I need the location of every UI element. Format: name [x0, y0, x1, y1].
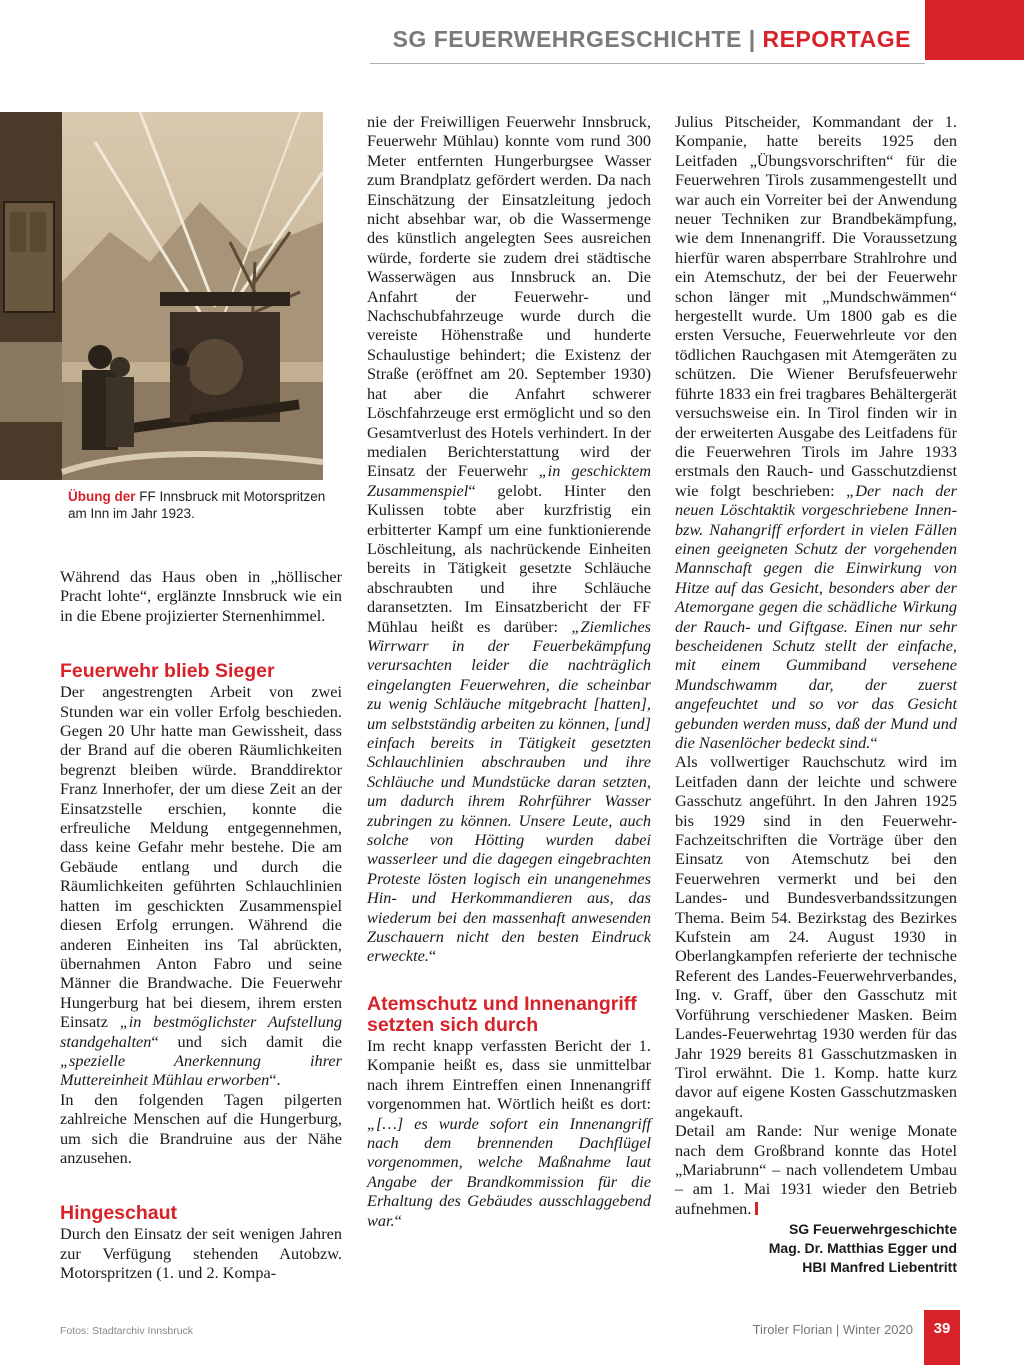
text-run: “: [394, 1210, 402, 1230]
paragraph: In den folgenden Tagen pilgerten zahlreiche Menschen auf die Hungerburg, um sich die Brandruine aus der Nähe anzusehen.: [60, 1089, 342, 1167]
text-run: “ und sich damit die: [151, 1031, 342, 1051]
page-number: 39: [933, 1320, 951, 1337]
section-category: REPORTAGE: [762, 26, 911, 52]
text-run: “.: [269, 1070, 281, 1090]
quote: „spezielle Anerkennung ihrer Muttereinheit Mühlau erworben: [60, 1050, 342, 1090]
section-name: SG FEUERWEHRGESCHICHTE: [392, 26, 742, 52]
magazine-issue: Tiroler Florian | Winter 2020: [752, 1322, 913, 1337]
text-run: “: [870, 733, 878, 752]
quote: „Ziemliches Wirrwarr in der Feuerbekämpfung verursachten leider die nachträglich eingelangten Feuerwehren, die scheinbar zu wenig Schläuche mitgebracht [hatten], um selbstständig arbeiten zu können, [und] einfach bereits in Tätigkeit gesetzten Schlauchlinien abschrauben und ihre Schläuche und Mundstücke daran setzten, um dadurch ihrem Rohrführer Wasser zubringen zu können. Unsere Leute, auch solche von Hötting wurden dabei wasserleer und die dagegen eingebrachten Proteste lösten logisch ein unangenehmes Hin- und Herkommandieren aus, das wiederum bei den massenhaft anwesenden Zuschauern nicht den besten Eindruck erweckte.: [367, 616, 651, 966]
text-run: “ gelobt. Hinter den Kulissen tobte aber kurzfristig ein erbitterter Kampf um eine funktionierende Löschleitung, als nachrückende Einheiten bereits in Tätigkeit gesetzte Schläuche abschraubten und ihre Schläuche daransetzten. Im Einsatzbericht der FF Mühlau heißt es darüber:: [367, 480, 651, 636]
paragraph: [367, 112, 651, 966]
article-column-2: [367, 112, 651, 1230]
paragraph: Als vollwertiger Rauchschutz wird im Leitfaden dann der leichte und schwere Gasschutz angeführt. In den Jahren 1925 bis 1929 sind in den Feuerwehr-Fachzeitschriften die Vorträge über den Einsatz von Atemschutz bei den Feuerwehren vermerkt und bei den Landes- und Bundesverbandssitzungen Thema. Beim 54. Bezirkstag des Bezirkes Kufstein am 24. August 1930 in Oberlangkampfen referierte der technische Referent des Landes-Feuerwehrverbandes, Ing. v. Graff, über den Gasschutz mit Vorführung verschiedener Masken. Beim Landes-Feuerwehrtag 1930 werden für das Jahr 1929 bereits 81 Gasschutzmasken in Tirol erwähnt. Die 1. Komp. hatte kurz davor auf eigene Kosten Gasschutzmasken angekauft.: [675, 752, 957, 1121]
caption-text: FF Innsbruck mit Motorspritzen am Inn im Jahr 1923.: [68, 489, 326, 521]
text-run: Im recht knapp verfassten Bericht der 1. Kompanie heißt es, dass sie unmittelbar nach ihrem Eintreffen einen Innenangriff vorgenommen hat. Wörtlich heißt es dort:: [367, 1035, 651, 1114]
page-corner-bar: [925, 0, 1024, 60]
credit-line: Mag. Dr. Matthias Egger und: [768, 1240, 957, 1257]
quote: „[…] es wurde sofort ein Innenangriff nach dem brennenden Dachflügel vorgenommen, welche Maßnahme laut Angabe der Brandkommission für die Erhaltung des Gebäudes ausschlaggebend war.: [367, 1113, 651, 1230]
paragraph: [675, 1121, 957, 1218]
header-rule: [370, 63, 925, 64]
subheading-atemschutz: Atemschutz und Innenangriff setzten sich durch: [367, 992, 637, 1036]
page-number-box: [924, 1310, 960, 1365]
subheading-hingeschaut: Hingeschaut: [60, 1202, 178, 1225]
paragraph: [60, 682, 342, 1090]
quote: „Der nach der neuen Löschtaktik vorgeschriebene Innen- bzw. Nahangriff erfordert in vielen Fällen einen geeigneten Schutz der vorgehenden Mannschaft gegen die Einwirkung von Hitze auf das Gesicht, besonders aber der Atemorgane gegen die schädliche Wirkung der Rauch- und Giftgase. Einen nur sehr bescheidenen Schutz stellt der einfache, mit einem Gummiband versehene Mundschwamm dar, der zuerst angefeuchtet und so vor das Gesicht gebunden werden muss, daß der Mund und die Nasenlöcher bedeckt sind.: [675, 480, 957, 752]
paragraph: Während das Haus oben in „höllischer Pracht lohte“, erglänzte Innsbruck wie ein in die Ebene projizierter Sternenhimmel.: [60, 567, 342, 625]
text-run: Detail am Rande: Nur wenige Monate nach dem Großbrand konnte das Hotel „Mariabrunn“ – nach vollendetem Umbau – am 1. Mai 1931 wieder den Betrieb aufnehmen.: [675, 1121, 957, 1218]
quote: „in geschicktem Zusammenspiel: [367, 461, 651, 500]
author-credits: [675, 1220, 957, 1277]
credit-line: SG Feuerwehrgeschichte: [788, 1221, 957, 1238]
quote: „in bestmöglichster Aufstellung standgehalten: [60, 1012, 342, 1051]
subheading-feuerwehr-blieb-sieger: Feuerwehr blieb Sieger: [60, 660, 275, 683]
text-run: nie der Freiwilligen Feuerwehr Innsbruck, Feuerwehr Mühlau) konnte vom rund 300 Meter entfernten Hungerburgsee Wasser zum Brandplatz gefördert werden. Da nach Einschätzung der Einsatzleitung jedoch nicht absehbar war, ob die Wassermenge des künstlich angelegten Sees ausreichen würde, forderte sie zudem drei städtische Wasserwägen aus Innsbruck an. Die Anfahrt der Feuerwehr- und Nachschubfahrzeuge wurde durch die vereiste Höhenstraße und hunderte Schaulustige behindert; die Existenz der Straße (eröffnet am 20. September 1930) hat aber die Anfahrt schwerer Löschfahrzeuge erst ermöglicht und so den Gesamtverlust des Hotels verhindert. In der medialen Berichterstattung wird der Einsatz der Feuerwehr: [367, 112, 651, 481]
photo-credit: Fotos: Stadtarchiv Innsbruck: [60, 1325, 194, 1337]
text-run: “: [428, 946, 437, 966]
section-header: [393, 26, 911, 53]
historic-photo: [0, 112, 323, 480]
paragraph: Durch den Einsatz der seit wenigen Jahren zur Verfügung stehenden Autobzw. Motorspritzen (1. und 2. Kompa-: [60, 1224, 342, 1283]
paragraph: [367, 1036, 651, 1230]
article-column-3: [675, 112, 957, 1277]
end-mark: [755, 1202, 758, 1215]
article-column-1: [60, 567, 342, 1283]
paragraph: [675, 112, 957, 752]
caption-lead: Übung der: [68, 489, 136, 504]
text-run: Julius Pitscheider, Kommandant der 1. Kompanie, hatte bereits 1925 den Leitfaden „Übungsvorschriften“ für die Feuerwehren Tirols zusammengestellt und war auch ein Vorreiter bei der Anwendung neuer Techniken zur Brandbekämpfung, wie dem Innenangriff. Die Voraussetzung hierfür waren absperrbare Strahlrohre und ein Atemschutz, der bei der Feuerwehr schon länger mit „Mundschwämmen“ hergestellt wurde. Um 1800 gab es die ersten Versuche, Feuerwehrleute vor den tödlichen Rauchgasen mit Atemgeräten zu schützen. Die Wiener Berufsfeuerwehr führte 1833 ein frei tragbares Behältergerät versuchsweise ein. In Tirol finden wir in der erweiterten Ausgabe des Leitfadens für die Feuerwehren Tirols im Jahre 1933 erstmals den Rauch- und Gasschutzdienst wie folgt beschrieben:: [675, 112, 957, 500]
header-separator: |: [748, 26, 756, 52]
text-run: Der angestrengten Arbeit von zwei Stunden war ein voller Erfolg beschieden. Gegen 20 Uhr hatte man Gewissheit, dass der Brand auf die oberen Räumlichkeiten begrenzt bleiben würde. Branddirektor Franz Innerhofer, der um diese Zeit an der Einsatzstelle erschien, konnte die erfreuliche Meldung entgegennehmen, dass keine Gefahr mehr bestehe. Die am Gebäude entlang und durch die Räumlichkeiten geführten Schlauchlinien hatten im geschickten Zusammenspiel diesen Erfolg errungen. Während die anderen Einheiten ins Tal abrückten, übernahmen Anton Fabro und seine Männer die Brandwache. Die Feuerwehr Hungerburg hat bei diesem, ihrem ersten Einsatz: [60, 682, 342, 1032]
credit-line: HBI Manfred Liebentritt: [802, 1259, 957, 1276]
photo-caption: [68, 488, 328, 522]
